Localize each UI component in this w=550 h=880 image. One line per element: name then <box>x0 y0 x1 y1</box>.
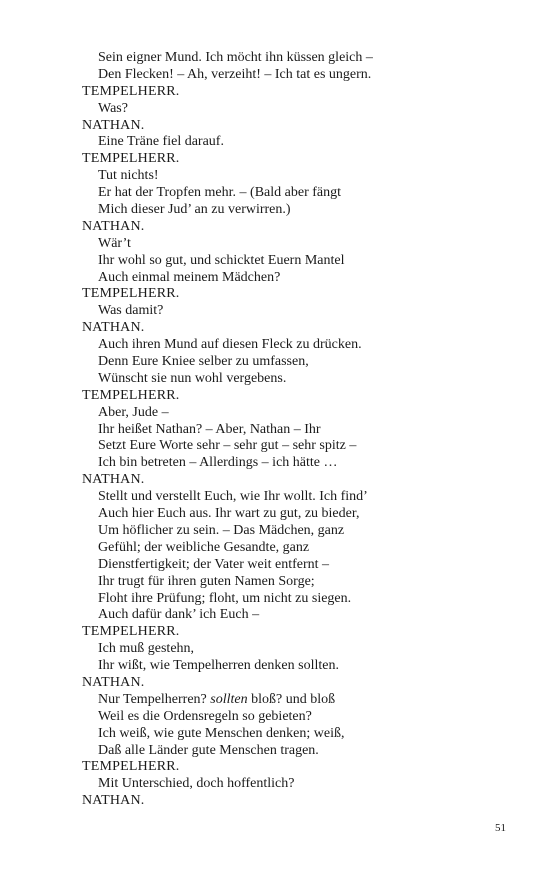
speaker-name: TEMPELHERR. <box>82 286 180 302</box>
verse-line: Um höflicher zu sein. – Das Mädchen, ganz <box>98 522 345 538</box>
verse-line: Was? <box>98 100 128 116</box>
verse-line: Eine Träne fiel darauf. <box>98 134 224 150</box>
verse-line: Ihr wohl so gut, und schicktet Euern Mantel <box>98 252 345 268</box>
speaker-name: TEMPELHERR. <box>82 83 180 99</box>
verse-line: Den Flecken! – Ah, verzeiht! – Ich tat es ungern. <box>98 66 372 82</box>
verse-line: Wär’t <box>98 235 131 251</box>
verse-line: Was damit? <box>98 303 164 319</box>
page-number: 51 <box>495 822 506 834</box>
verse-line: Denn Eure Kniee selber zu umfassen, <box>98 354 309 370</box>
speaker-name: NATHAN. <box>82 674 145 690</box>
speaker-name: TEMPELHERR. <box>82 387 180 403</box>
verse-line: Auch hier Euch aus. Ihr wart zu gut, zu bieder, <box>98 506 360 522</box>
verse-line: Wünscht sie nun wohl vergebens. <box>98 370 287 386</box>
verse-line: Dienstfertigkeit; der Vater weit entfernt – <box>98 556 330 572</box>
speaker-name: NATHAN. <box>82 320 145 336</box>
verse-line: Auch dafür dank’ ich Euch – <box>98 607 260 623</box>
verse-line: Ihr heißet Nathan? – Aber, Nathan – Ihr <box>98 421 321 437</box>
speaker-name: NATHAN. <box>82 117 145 133</box>
verse-text: Nur Tempelherren? <box>98 691 211 707</box>
verse-line: Mit Unterschied, doch hoffentlich? <box>98 776 295 792</box>
play-text <box>82 50 522 810</box>
verse-line: Auch einmal meinem Mädchen? <box>98 269 281 285</box>
verse-line: Stellt und verstellt Euch, wie Ihr wollt. Ich find’ <box>98 489 368 505</box>
verse-line: Ich weiß, wie gute Menschen denken; weiß, <box>98 725 345 741</box>
speaker-name: NATHAN. <box>82 793 145 809</box>
verse-line: Gefühl; der weibliche Gesandte, ganz <box>98 539 310 555</box>
verse-line: Mich dieser Jud’ an zu verwirren.) <box>98 202 291 218</box>
verse-line: Daß alle Länder gute Menschen tragen. <box>98 742 319 758</box>
verse-line: Sein eigner Mund. Ich möcht ihn küssen gleich – <box>98 50 373 65</box>
speaker-name: NATHAN. <box>82 472 145 488</box>
speaker-name: TEMPELHERR. <box>82 151 180 167</box>
speaker-name: TEMPELHERR. <box>82 624 180 640</box>
verse-line: Aber, Jude – <box>98 404 169 420</box>
emphasized-word: sollten <box>210 691 248 707</box>
verse-line: Floht ihre Prüfung; floht, um nicht zu siegen. <box>98 590 352 606</box>
verse-line <box>82 692 522 709</box>
verse-line: Ich bin betreten – Allerdings – ich hätte … <box>98 455 338 471</box>
verse-line: Ich muß gestehn, <box>98 641 195 657</box>
verse-line: Auch ihren Mund auf diesen Fleck zu drücken. <box>98 337 362 353</box>
verse-line: Ihr trugt für ihren guten Namen Sorge; <box>98 573 315 589</box>
speaker-name: TEMPELHERR. <box>82 759 180 775</box>
verse-text: bloß? und bloß <box>247 691 336 707</box>
verse-line: Setzt Eure Worte sehr – sehr gut – sehr spitz – <box>98 438 357 454</box>
verse-line: Er hat der Tropfen mehr. – (Bald aber fängt <box>98 185 341 201</box>
verse-line: Ihr wißt, wie Tempelherren denken sollten. <box>98 658 339 674</box>
verse-line: Weil es die Ordensregeln so gebieten? <box>98 708 312 724</box>
speaker-name: NATHAN. <box>82 218 145 234</box>
verse-line: Tut nichts! <box>98 168 159 184</box>
